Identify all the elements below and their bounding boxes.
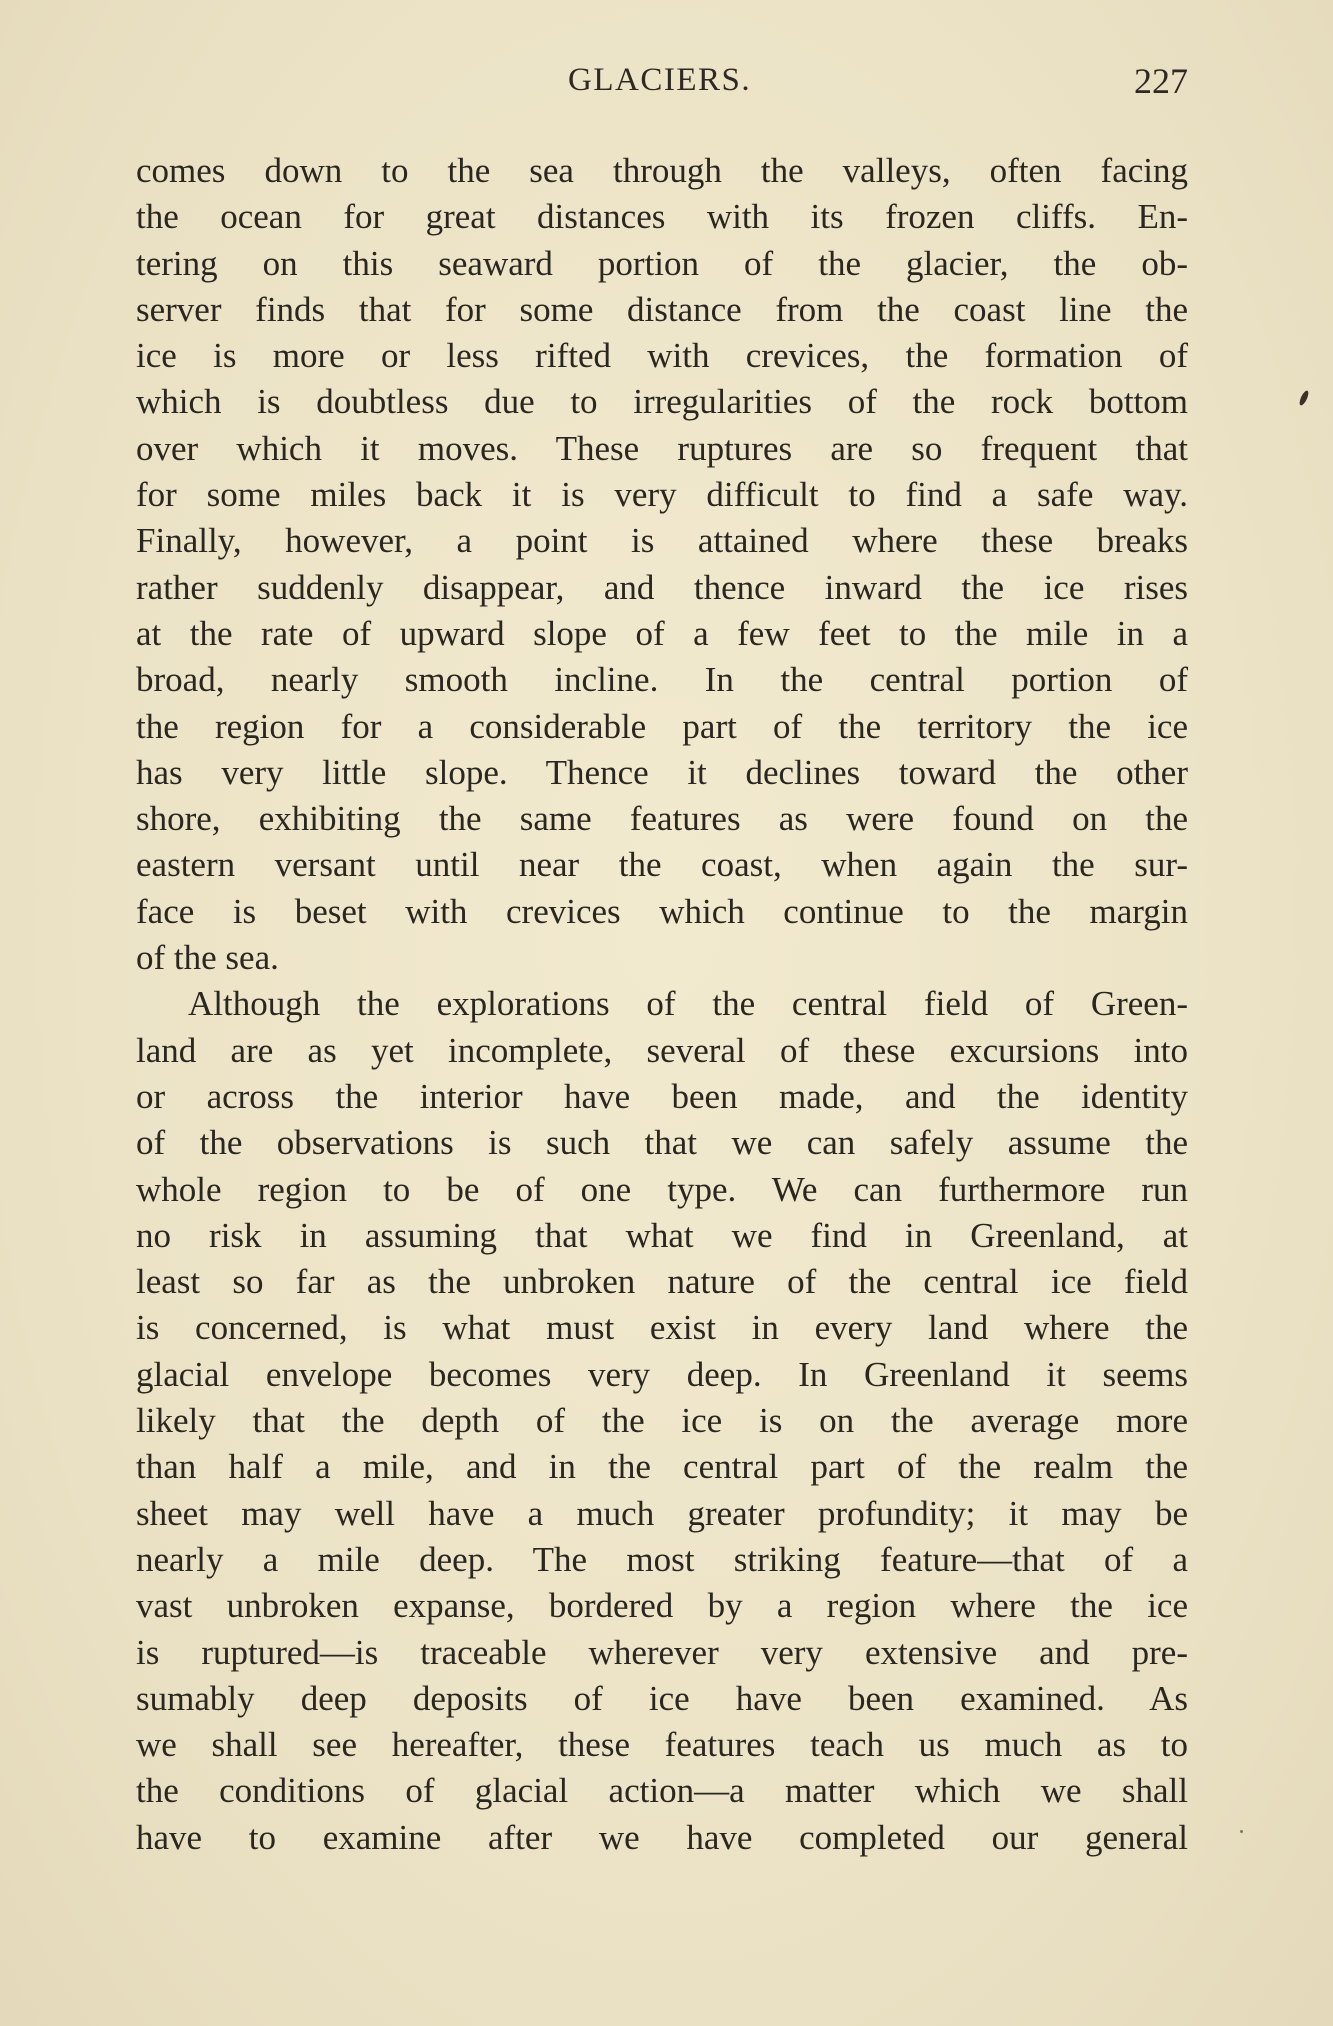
text-line: Finally, however, a point is attained where these breaks (136, 521, 1188, 561)
text-line: over which it moves. These ruptures are so frequent that (136, 428, 1188, 468)
text-line: rather suddenly disappear, and thence inward the ice rises (136, 567, 1188, 607)
text-line: face is beset with crevices which continue to the margin (136, 891, 1188, 931)
text-line: least so far as the unbroken nature of the central ice field (136, 1262, 1188, 1302)
text-line: nearly a mile deep. The most striking feature—that of a (136, 1539, 1188, 1579)
text-line: tering on this seaward portion of the glacier, the ob- (136, 243, 1188, 283)
text-line: for some miles back it is very difficult to find a safe way. (136, 475, 1188, 515)
text-line: have to examine after we have completed our general (136, 1817, 1188, 1857)
running-title: GLACIERS. (568, 62, 752, 98)
text-line: land are as yet incomplete, several of these excursions into (136, 1030, 1188, 1070)
text-line: is ruptured—is traceable wherever very extensive and pre- (136, 1632, 1188, 1672)
text-line: ice is more or less rifted with crevices, the formation of (136, 336, 1188, 376)
page-number: 227 (1134, 61, 1188, 101)
text-line: shore, exhibiting the same features as were found on the (136, 799, 1188, 839)
text-line: than half a mile, and in the central part of the realm the (136, 1447, 1188, 1487)
text-line: we shall see hereafter, these features teach us much as to (136, 1725, 1188, 1765)
text-line: has very little slope. Thence it declines toward the other (136, 752, 1188, 792)
text-line: the ocean for great distances with its frozen cliffs. En- (136, 197, 1188, 237)
text-line: no risk in assuming that what we find in Greenland, at (136, 1215, 1188, 1255)
text-line: glacial envelope becomes very deep. In Greenland it seems (136, 1354, 1188, 1394)
text-line: sheet may well have a much greater profundity; it may be (136, 1493, 1188, 1533)
text-line: of the observations is such that we can safely assume the (136, 1123, 1188, 1163)
text-line: sumably deep deposits of ice have been examined. As (136, 1678, 1188, 1718)
text-line: broad, nearly smooth incline. In the central portion of (136, 660, 1188, 700)
body-text (136, 148, 1188, 1861)
text-line: the conditions of glacial action—a matter which we shall (136, 1771, 1188, 1811)
text-line: comes down to the sea through the valleys, often facing (136, 151, 1188, 190)
text-line: is concerned, is what must exist in every land where the (136, 1308, 1188, 1348)
ink-speck (1240, 1830, 1243, 1833)
ink-mark (1298, 389, 1310, 406)
text-line: of the sea. (136, 938, 279, 978)
text-line: at the rate of upward slope of a few feet to the mile in a (136, 613, 1188, 653)
text-line: Although the explorations of the central field of Green- (188, 984, 1188, 1024)
text-line: server finds that for some distance from the coast line the (136, 289, 1188, 329)
text-line: vast unbroken expanse, bordered by a region where the ice (136, 1586, 1188, 1626)
running-head (136, 62, 1188, 112)
text-line: eastern versant until near the coast, when again the sur- (136, 845, 1188, 885)
text-line: likely that the depth of the ice is on the average more (136, 1401, 1188, 1441)
text-line: whole region to be of one type. We can furthermore run (136, 1169, 1188, 1209)
text-line: which is doubtless due to irregularities of the rock bottom (136, 382, 1188, 422)
text-line: the region for a considerable part of the territory the ice (136, 706, 1188, 746)
text-line: or across the interior have been made, and the identity (136, 1076, 1188, 1116)
